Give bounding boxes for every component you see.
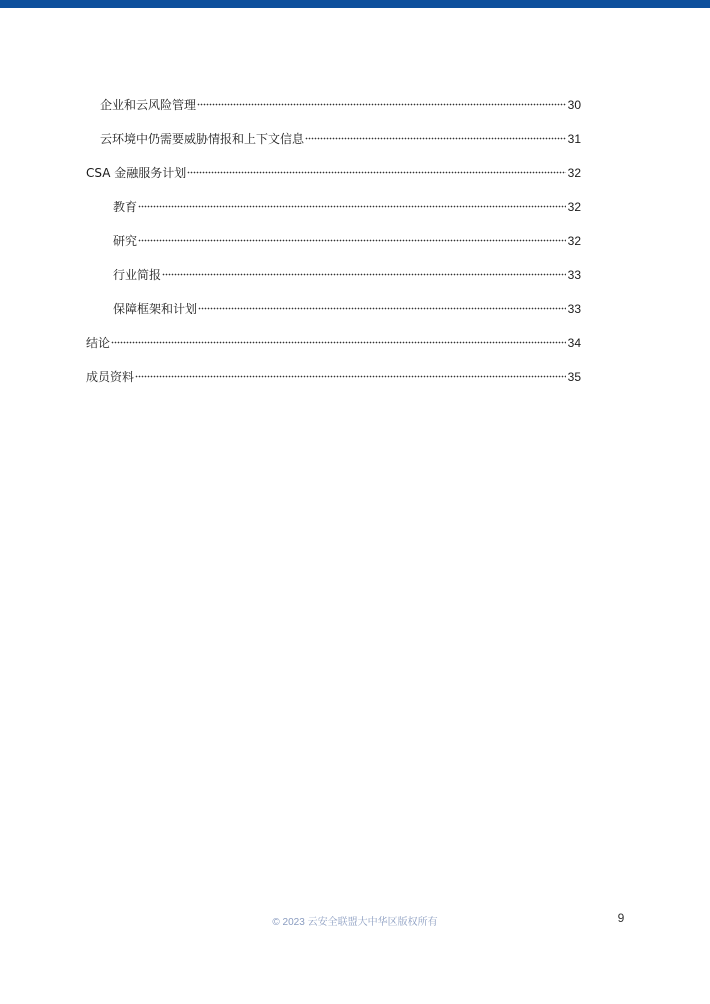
toc-entry[interactable]	[100, 91, 581, 112]
table-of-contents	[0, 0, 710, 400]
toc-entry[interactable]	[100, 125, 581, 146]
toc-dot-leader	[162, 261, 566, 279]
toc-entry-page: 34	[567, 336, 581, 350]
toc-entry-title: 成员资料	[86, 370, 135, 384]
toc-entry-title: 教育	[113, 200, 138, 214]
toc-entry-title: 保障框架和计划	[113, 302, 198, 316]
toc-entry-page: 33	[567, 302, 581, 316]
toc-dot-leader	[198, 295, 566, 313]
toc-entry-title: 研究	[113, 234, 138, 248]
toc-entry-title: CSA 金融服务计划	[86, 166, 187, 180]
footer-page-number: 9	[617, 911, 625, 925]
toc-dot-leader	[111, 329, 566, 347]
toc-entry-page: 30	[567, 98, 581, 112]
toc-dot-leader	[305, 125, 566, 143]
toc-entry[interactable]	[86, 159, 581, 180]
toc-dot-leader	[138, 193, 566, 211]
toc-entry-page: 35	[567, 370, 581, 384]
toc-entry[interactable]	[113, 261, 581, 282]
toc-entry-title: 结论	[86, 336, 111, 350]
toc-entry-title: 企业和云风险管理	[100, 98, 197, 112]
toc-dot-leader	[197, 91, 566, 109]
toc-entry[interactable]	[113, 295, 581, 316]
toc-entry[interactable]	[113, 227, 581, 248]
toc-dot-leader	[187, 159, 565, 177]
toc-entry-title: 云环境中仍需要威胁情报和上下文信息	[100, 132, 305, 146]
toc-entry-title: 行业简报	[113, 268, 162, 282]
toc-entry[interactable]	[86, 329, 581, 350]
toc-entry-page: 33	[567, 268, 581, 282]
toc-entry[interactable]	[113, 193, 581, 214]
toc-entry[interactable]	[86, 363, 581, 384]
toc-entry-page: 32	[567, 200, 581, 214]
toc-dot-leader	[135, 363, 566, 381]
toc-entry-page: 31	[567, 132, 581, 146]
footer-copyright: © 2023 云安全联盟大中华区版权所有	[272, 917, 438, 928]
toc-entry-page: 32	[567, 234, 581, 248]
toc-dot-leader	[138, 227, 566, 245]
toc-entry-page: 32	[567, 166, 581, 180]
